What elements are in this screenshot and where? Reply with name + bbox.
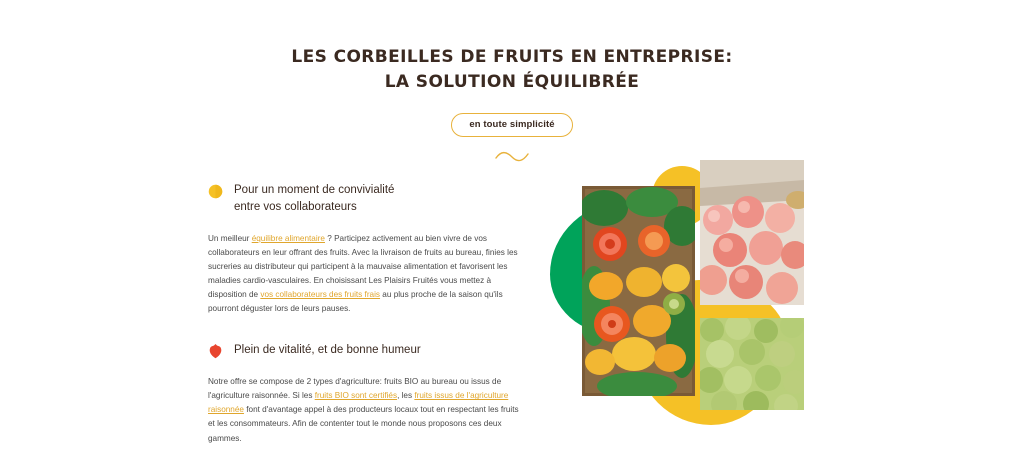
section-heading-text-conviviality (234, 182, 394, 215)
heading-line-1: Plein de vitalité, et de bonne humeur (234, 344, 421, 357)
subtitle-pill-container (0, 113, 1024, 138)
peaches-basket-photo (700, 160, 804, 305)
text-run: font d'avantage appel à des producteurs locaux tout en respectant les fruits et les consommateurs. Afin de contenter tout le monde nous proposons ces deux gammes. (208, 405, 519, 443)
text-run: Notre offre se compose de 2 types d'agriculture: fruits BIO au bureau ou issus de l'agriculture raisonnée. Si les (208, 377, 502, 401)
text-run: au plus proche de la saison qu'ils pourront déguster lors de leurs pauses. (208, 289, 503, 314)
paragraph-conviviality (208, 232, 526, 317)
link-equilibre-alimentaire[interactable]: équilibre alimentaire (251, 233, 325, 243)
page-header (0, 0, 1024, 162)
wave-divider-icon (495, 150, 529, 162)
citrus-crate-photo (582, 186, 695, 396)
section-heading-conviviality (208, 182, 526, 215)
link-agriculture-raisonnee[interactable]: fruits issus de l'agriculture raisonnée (208, 391, 509, 415)
link-fruits-frais[interactable]: vos collaborateurs des fruits frais (260, 289, 381, 299)
section-heading-text-vitality (234, 342, 421, 359)
citrus-crate-photo-art (582, 186, 695, 396)
section-heading-vitality (208, 342, 526, 359)
heading-line-1: Pour un moment de convivialité (234, 184, 395, 197)
text-run: ? Participez activement au bien vivre de vos collaborateurs en leur offrant des fruits. Avec la livraison de fruits au bureau, finies les sucreries au distributeur qui participent à la mauvaise alimentation et favorisent les maladies cardio-vasculaires. En choisissant Les Plaisirs Fruités vous mettez à disposition de (208, 233, 518, 299)
text-run: , les (397, 391, 415, 401)
image-collage (540, 170, 840, 430)
subtitle-pill[interactable]: en toute simplicité (451, 113, 572, 138)
paragraph-vitality (208, 375, 526, 446)
text-run: Un meilleur (208, 233, 252, 243)
page-title-line-2: LA SOLUTION ÉQUILIBRÉE (384, 72, 640, 93)
brussels-sprouts-photo (700, 318, 804, 410)
page-title (0, 45, 1024, 94)
strawberry-icon (208, 344, 223, 359)
peaches-basket-photo-art (700, 160, 804, 305)
text-column (208, 182, 526, 446)
orange-slice-icon (208, 184, 223, 199)
brussels-sprouts-photo-art (700, 318, 804, 410)
heading-line-2: entre vos collaborateurs (234, 200, 357, 213)
page-title-line-1: LES CORBEILLES DE FRUITS EN ENTREPRISE: (291, 47, 733, 68)
link-fruits-bio-certifies[interactable]: fruits BIO sont certifiés (314, 391, 398, 401)
section-conviviality (208, 182, 526, 316)
section-vitality (208, 342, 526, 446)
